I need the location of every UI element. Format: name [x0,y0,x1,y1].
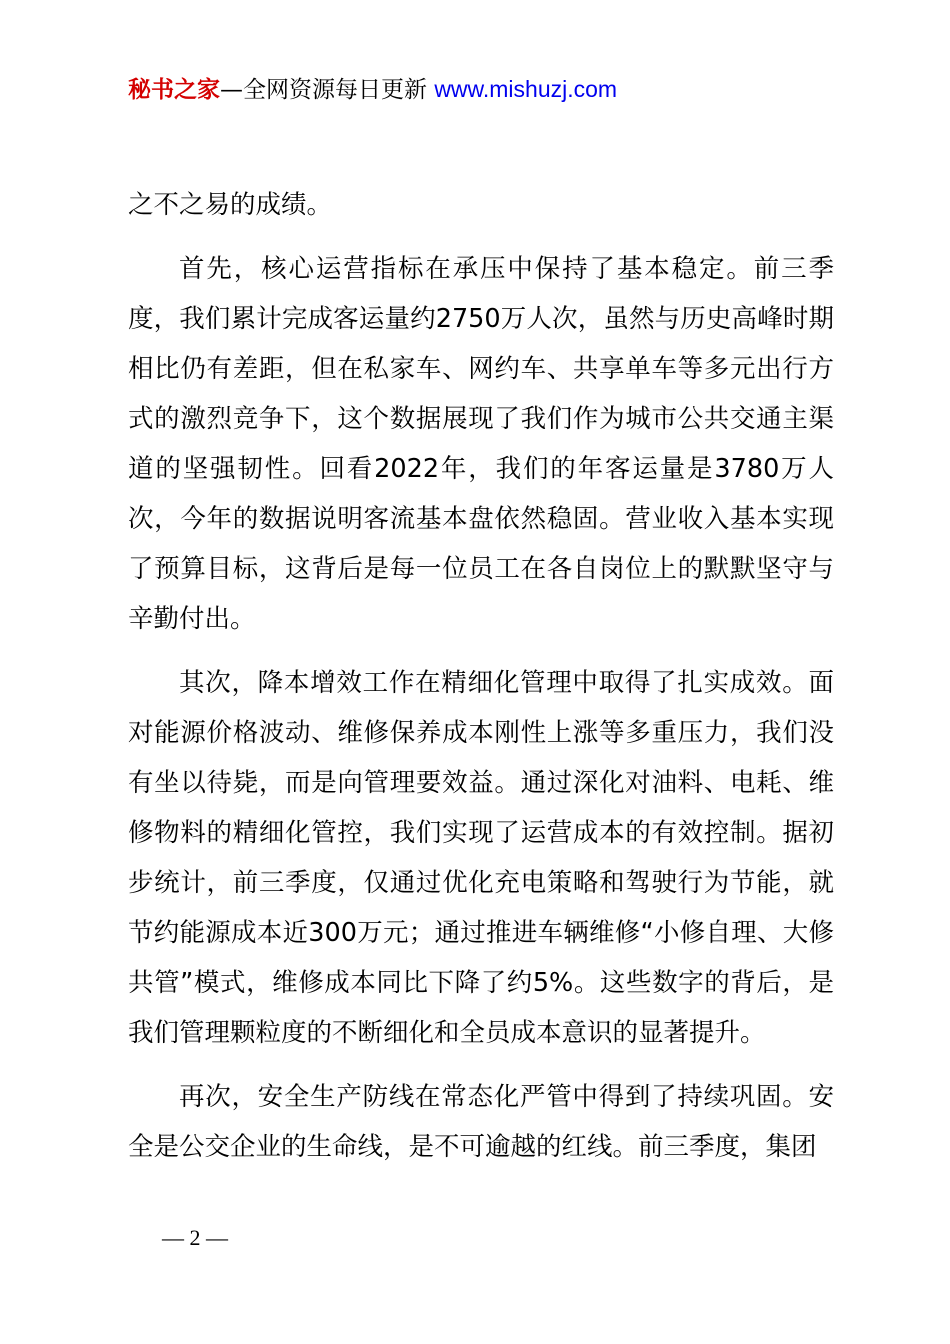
page-number: — 2 — [162,1225,228,1250]
paragraph-continuation: 之不之易的成绩。 [128,190,333,220]
header-tagline: —全网资源每日更新 [220,77,435,103]
document-body [128,180,834,1186]
paragraph-operations: 首先，核心运营指标在承压中保持了基本稳定。前三季度，我们累计完成客运量约2750万人次，虽然与历史高峰时期相比仍有差距，但在私家车、网约车、共享单车等多元出行方式的激烈竞争下，这个数据展现了我们作为城市公共交通主渠道的坚强韧性。回看2022年，我们的年客运量是3780万人次，今年的数据说明客流基本盘依然稳固。营业收入基本实现了预算目标，这背后是每一位员工在各自岗位上的默默坚守与辛勤付出。 [128,254,834,634]
page-header [128,72,617,107]
header-url-link[interactable]: www.mishuzj.com [434,76,618,102]
brand-name: 秘书之家 [128,77,220,103]
paragraph-cost-reduction: 其次，降本增效工作在精细化管理中取得了扎实成效。面对能源价格波动、维修保养成本刚性上涨等多重压力，我们没有坐以待毙，而是向管理要效益。通过深化对油料、电耗、维修物料的精细化管控，我们实现了运营成本的有效控制。据初步统计，前三季度，仅通过优化充电策略和驾驶行为节能，就节约能源成本近300万元；通过推进车辆维修“小修自理、大修共管”模式，维修成本同比下降了约5%。这些数字的背后，是我们管理颗粒度的不断细化和全员成本意识的显著提升。 [128,668,834,1048]
paragraph-safety: 再次，安全生产防线在常态化严管中得到了持续巩固。安全是公交企业的生命线，是不可逾越的红线。前三季度，集团 [128,1082,834,1162]
